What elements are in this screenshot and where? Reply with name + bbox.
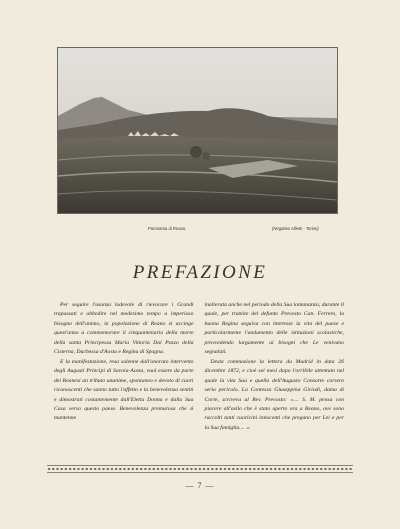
paragraph: Desta commozione la lettera da Madrid in data 26 dicembre 1872, e cioè sei mesi dopo l'orribile attentato nel quale la vita Sua e quella dell'Augusto Consorte corsero serio pericolo. La Contessa Giuseppina Giriodi, dama di Corte, scriveva al Rev. Prevosto: «.... S. M. pensa con piacere all'asilo che è stato aperto ora a Reano, ove sono raccolti tanti cuoricini innocenti che pregano per Lei e per la Sua famiglia.... ».	[204, 358, 344, 431]
column-right	[205, 301, 345, 433]
column-left	[54, 301, 194, 433]
page-title: PREFAZIONE	[132, 262, 268, 283]
photo-credit: (Negativo Allietti - Torino)	[272, 226, 319, 231]
panorama-photo	[57, 47, 338, 214]
photo-caption: Panorama di Reano.	[148, 226, 187, 231]
paragraph: E la manifestazione, resa solenne dall'onorato intervento degli Augusti Principi di Savoia-Aosta, vuol essere da parte dei Reanesi un tributo unanime, spontaneo e devoto di cuori riconoscenti che sanno tutto l'affetto e la benevolenza sentiti e dimostrati costantemente dall'Eletta Donna e dalla Sua Casa verso questo paese. Benevolenza premurosa che si mantenne	[54, 358, 194, 422]
paragraph: inalterata anche nel periodo della Sua lontananza, durante il quale, per tramite del defunto Prevosto Can. Ferrero, la buona Regina seguiva con interesse la vita del paese e particolarmente l'andamento delle istituzioni scolastiche, provvedendo largamente ai bisogni che Le venivano segnalati.	[204, 302, 344, 356]
text-columns	[54, 301, 344, 433]
decorative-border	[47, 465, 353, 473]
panorama-image	[58, 48, 337, 213]
paragraph: Per seguire l'usanza lodevole di rievocare i Grandi trapassati e obbedire nel medesimo tempo a imperioso bisogno dell'animo, la popolazione di Reano si accinge quest'anno a commemorare il cinquantenario della morte della santa Principessa Maria Vittoria Dal Pozzo della Cisterna, Duchessa d'Aosta e Regina di Spagna.	[54, 302, 194, 356]
page-number: — 7 —	[185, 481, 215, 490]
